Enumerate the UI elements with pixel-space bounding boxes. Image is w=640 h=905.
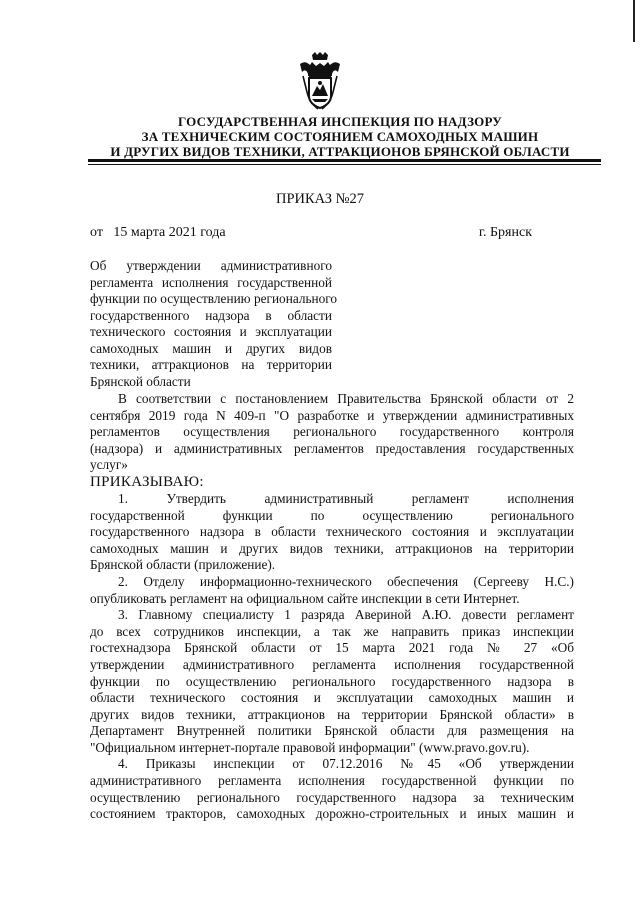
- subject-line: государственного надзора в области: [90, 307, 332, 323]
- coat-of-arms-icon: [298, 52, 342, 110]
- scan-edge-mark: [633, 0, 635, 42]
- item-1-line: государственного надзора в области технического состояния и эксплуатации: [90, 524, 574, 540]
- item-3-line: других видов техники, аттракционов на территории Брянской области» в: [90, 706, 574, 722]
- order-heading: ПРИКАЗЫВАЮ:: [90, 473, 204, 490]
- subject-line: техники, аттракционов на территории: [90, 357, 332, 372]
- item-3-line: гостехнадзора Брянской области от 15 марта 2021 года № 27 «Об: [90, 640, 574, 656]
- item-3-line: Департамент Внутренней политики Брянской области для размещения на: [90, 723, 574, 739]
- item-2-line: опубликовать регламент на официальном сайте инспекции в сети Интернет.: [90, 590, 520, 606]
- subject-line: Брянской области: [90, 373, 191, 389]
- header-divider-thin: [88, 164, 601, 165]
- order-body: [90, 391, 574, 823]
- preamble-line: (надзора) и административных регламентов предоставления государственных: [90, 440, 574, 456]
- header-divider-thick: [88, 159, 601, 162]
- item-3-line: области технического состояния и эксплуатации самоходных машин и: [90, 690, 574, 706]
- order-title: ПРИКАЗ №27: [275, 191, 364, 207]
- item-3-line: утверждении административного регламента исполнения государственной: [90, 656, 574, 672]
- order-city: г. Брянск: [478, 225, 532, 240]
- item-4-line: административного регламента исполнения государственной функции по: [90, 773, 574, 789]
- item-2-line: 2. Отделу информационно-технического обеспечения (Сергееву Н.С.): [118, 573, 574, 589]
- item-3-line: до всех сотрудников инспекции, а так же направить приказ инспекции: [90, 623, 574, 639]
- agency-name-line: ГОСУДАРСТВЕННАЯ ИНСПЕКЦИЯ ПО НАДЗОРУ: [178, 114, 502, 129]
- preamble-line: регламентов осуществления регионального государственного контроля: [90, 424, 574, 440]
- subject-line: технического состояния и эксплуатации: [90, 324, 332, 339]
- item-3-line: функции по осуществлению регионального государственного надзора в: [90, 673, 574, 689]
- subject-line: самоходных машин и других видов: [90, 340, 332, 356]
- item-1-line: государственной функции по осуществлению регионального: [90, 507, 574, 523]
- order-subject: [90, 258, 338, 390]
- item-3-line: 3. Главному специалисту 1 разряда Авериной А.Ю. довести регламент: [118, 607, 574, 623]
- subject-line: регламента исполнения государственной: [90, 274, 332, 290]
- item-4-line: 4. Приказы инспекции от 07.12.2016 №45 «Об утверждении: [118, 756, 574, 772]
- item-4-line: осуществлению регионального государственного надзора за техническим: [90, 789, 574, 805]
- order-date: от 15 марта 2021 года: [90, 225, 226, 240]
- item-1-line: самоходных машин и других видов техники, аттракционов на территории: [90, 540, 574, 556]
- agency-name-line: И ДРУГИХ ВИДОВ ТЕХНИКИ, АТТРАКЦИОНОВ БРЯНСКОЙ ОБЛАСТИ: [110, 144, 570, 159]
- preamble-line: В соответствии с постановлением Правительства Брянской области от 2: [118, 391, 574, 406]
- preamble-line: услуг»: [90, 457, 128, 473]
- item-1-line: 1. Утвердить административный регламент исполнения: [118, 490, 574, 506]
- preamble-line: сентября 2019 года N 409-п "О разработке и утверждении административных: [90, 407, 574, 423]
- subject-line: функции по осуществлению регионального: [90, 291, 338, 306]
- item-1-line: Брянской области (приложение).: [90, 557, 276, 573]
- agency-name-line: ЗА ТЕХНИЧЕСКИМ СОСТОЯНИЕМ САМОХОДНЫХ МАШИН: [141, 129, 539, 144]
- item-4-line: состоянием тракторов, самоходных дорожно-строительных и иных машин и: [90, 806, 574, 822]
- item-3-line: "Официальном интернет-портале правовой информации" (www.pravo.gov.ru).: [90, 739, 530, 755]
- subject-line: Об утверждении административного: [90, 258, 332, 273]
